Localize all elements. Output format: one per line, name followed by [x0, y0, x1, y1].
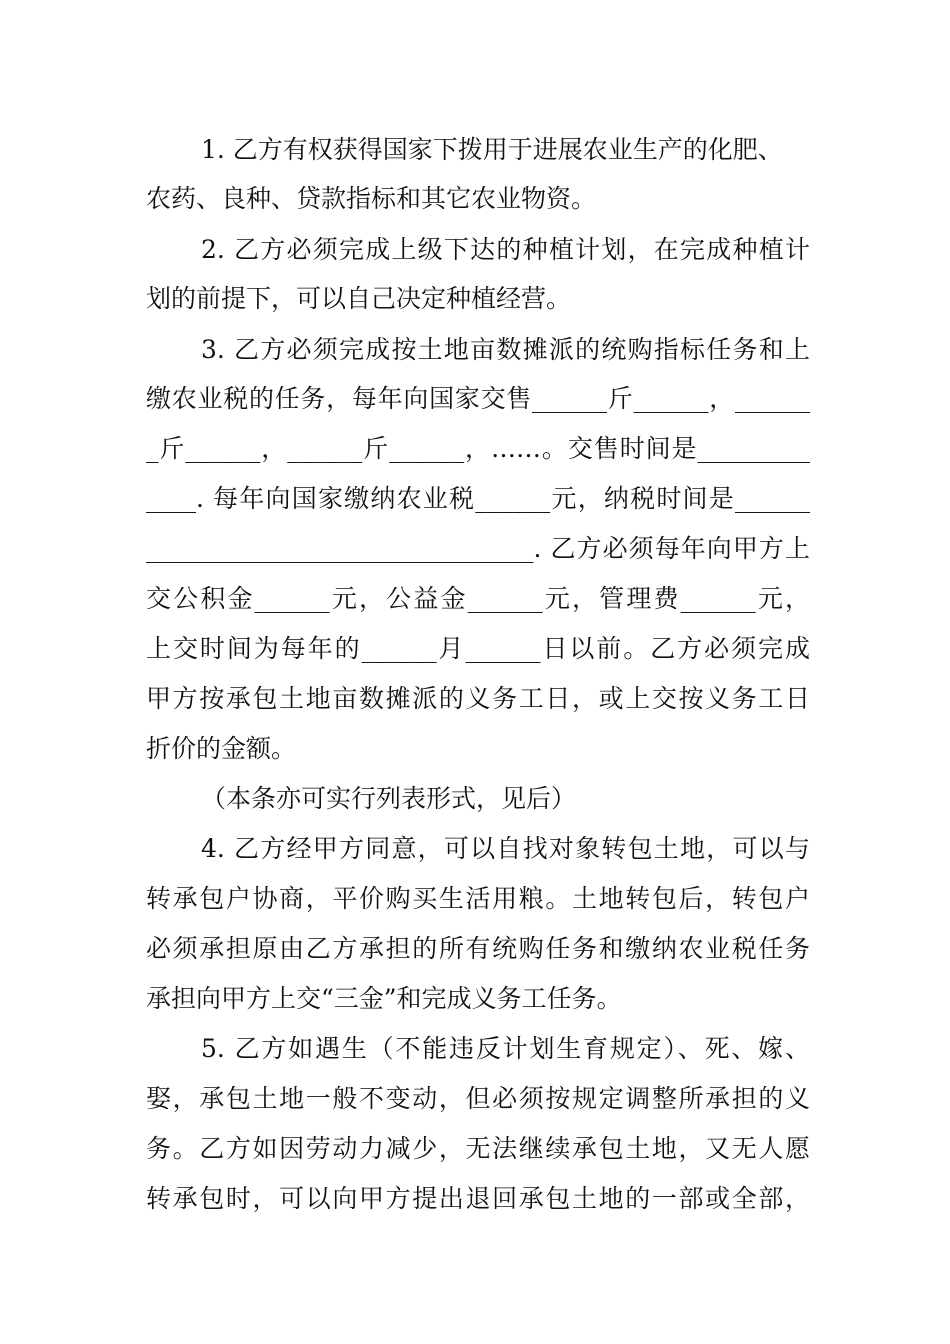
clause-4-line-1: 4. 乙方经甲方同意，可以自找对象转包土地，可以与 — [201, 834, 810, 863]
clause-3-line-2: 缴农业税的任务，每年向国家交售______斤______，______ — [146, 384, 810, 413]
clause-3-line-9: 折价的金额。 — [146, 734, 297, 763]
clause-5-line-1: 5. 乙方如遇生（不能违反计划生育规定）、死、嫁、 — [201, 1034, 810, 1063]
clause-1-line-1: 1. 乙方有权获得国家下拨用于进展农业生产的化肥、 — [201, 135, 783, 164]
clause-1-line-2: 农药、良种、贷款指标和其它农业物资。 — [146, 184, 597, 213]
clause-3-line-4: ____. 每年向国家缴纳农业税______元，纳税时间是______ — [146, 484, 810, 513]
clause-4-line-2: 转承包户协商，平价购买生活用粮。土地转包后，转包户 — [146, 884, 810, 913]
clause-4-line-3: 必须承担原由乙方承担的所有统购任务和缴纳农业税任务 — [146, 934, 810, 963]
clause-5-line-2: 娶，承包土地一般不变动，但必须按规定调整所承担的义 — [146, 1084, 810, 1113]
clause-4-line-4: 承担向甲方上交“三金”和完成义务工任务。 — [146, 984, 622, 1013]
clause-3-line-8: 甲方按承包土地亩数摊派的义务工日，或上交按义务工日 — [146, 684, 810, 713]
clause-3-line-1: 3. 乙方必须完成按土地亩数摊派的统购指标任务和上 — [201, 335, 810, 364]
clause-3-line-5: _______________________________. 乙方必须每年向甲方上 — [146, 534, 810, 563]
clause-3-line-7: 上交时间为每年的______月______日以前。乙方必须完成 — [146, 634, 810, 663]
clause-2-line-2: 划的前提下，可以自己决定种植经营。 — [146, 284, 572, 313]
clause-2-line-1: 2. 乙方必须完成上级下达的种植计划，在完成种植计 — [201, 235, 810, 264]
clause-5-line-4: 转承包时，可以向甲方提出退回承包土地的一部或全部， — [146, 1184, 810, 1213]
clause-3-note: （本条亦可实行列表形式，见后） — [201, 784, 577, 813]
clause-5-line-3: 务。乙方如因劳动力减少，无法继续承包土地，又无人愿 — [146, 1134, 810, 1163]
clause-3-line-6: 交公积金______元，公益金______元，管理费______元， — [146, 584, 810, 613]
clause-3-line-3: _斤______，______斤______，……。交售时间是_________ — [146, 434, 810, 463]
